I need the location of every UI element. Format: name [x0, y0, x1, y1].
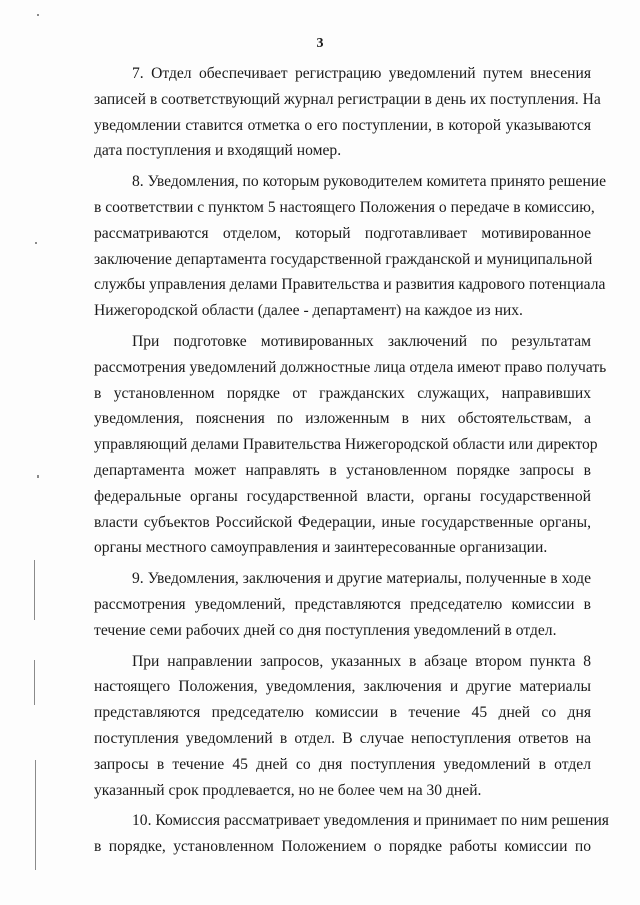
text-line: федеральные органы государственной власти, органы государственной [94, 487, 591, 505]
text-line: уведомления, пояснения по изложенным в них обстоятельствам, а [94, 410, 591, 428]
text-line: рассматриваются отделом, который подготавливает мотивированное [94, 224, 591, 242]
scan-mark [37, 475, 39, 478]
scan-mark [35, 242, 37, 244]
text-line: дата поступления и входящий номер. [94, 142, 342, 160]
text-line: записей в соответствующий журнал регистрации в день их поступления. На [94, 90, 601, 108]
text-line: запросы в течение 45 дней со дня поступления уведомлений в отдел [94, 755, 591, 773]
text-line: течение семи рабочих дней со дня поступления уведомлений в отдел. [94, 621, 557, 639]
text-line: департамента может направлять в установленном порядке запросы в [94, 461, 591, 479]
text-line: органы местного самоуправления и заинтересованные организации. [94, 539, 548, 557]
text-line: 8. Уведомления, по которым руководителем комитета принято решение [132, 173, 607, 191]
text-line: в соответствии с пунктом 5 настоящего Положения о передаче в комиссию, [94, 198, 595, 216]
document-body [94, 61, 609, 860]
text-line: Нижегородской области (далее - департамент) на каждое из них. [94, 302, 523, 320]
text-line: службы управления делами Правительства и развития кадрового потенциала [94, 276, 606, 294]
text-line: представляются председателю комиссии в течение 45 дней со дня [94, 704, 591, 722]
text-line: рассмотрения уведомлений, представляются председателю комиссии в [94, 595, 591, 613]
text-line: При направлении запросов, указанных в абзаце втором пункта 8 [132, 652, 591, 670]
text-line: При подготовке мотивированных заключений по результатам [132, 332, 591, 350]
page-number: 3 [316, 36, 324, 51]
text-line: настоящего Положения, уведомления, заключения и другие материалы [94, 678, 591, 696]
text-line: власти субъектов Российской Федерации, иные государственные органы, [94, 513, 591, 531]
scan-mark [34, 660, 35, 705]
text-line: в порядке, установленном Положением о порядке работы комиссии по [94, 838, 591, 856]
text-line: указанный срок продлевается, но не более чем на 30 дней. [94, 781, 482, 799]
text-line: рассмотрения уведомлений должностные лица отдела имеют право получать [94, 358, 607, 376]
text-line: управляющий делами Правительства Нижегородской области или директор [94, 436, 598, 454]
scan-mark [34, 560, 35, 620]
text-line: поступления уведомлений в отдел. В случае непоступления ответов на [94, 729, 591, 747]
text-line: в установленном порядке от гражданских служащих, направивших [94, 384, 591, 402]
text-line: уведомлении ставится отметка о его поступлении, в которой указываются [94, 116, 591, 134]
scan-mark [35, 760, 36, 870]
scan-mark [37, 14, 39, 16]
text-line: заключение департамента государственной гражданской и муниципальной [94, 250, 593, 268]
text-line: 7. Отдел обеспечивает регистрацию уведомлений путем внесения [132, 65, 591, 82]
text-line: 9. Уведомления, заключения и другие материалы, полученные в ходе [132, 570, 591, 588]
text-line: 10. Комиссия рассматривает уведомления и принимает по ним решения [132, 812, 609, 830]
